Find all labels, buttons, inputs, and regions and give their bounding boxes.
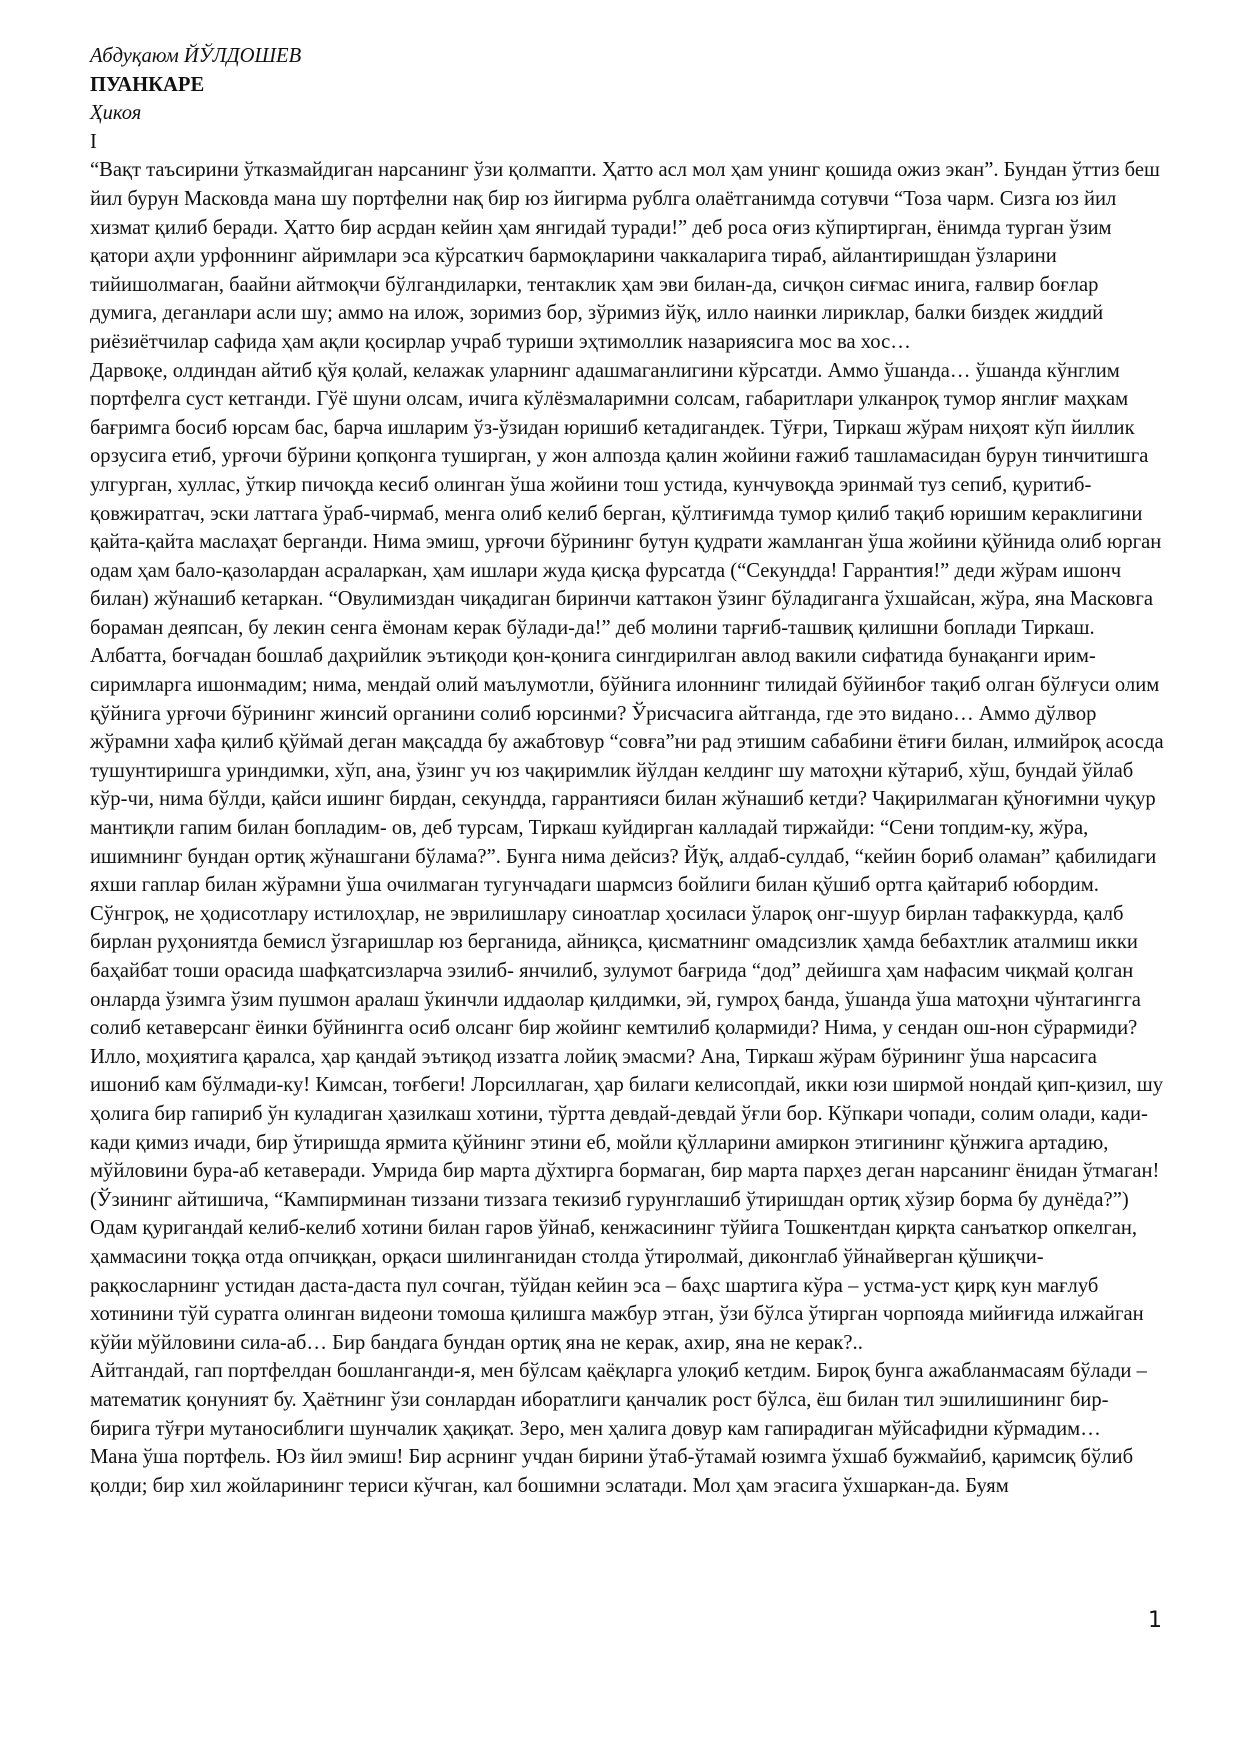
paragraph: “Вақт таъсирини ўтказмайдиган нарсанинг ўзи қолмапти. Ҳатто асл мол ҳам унинг қошида ожиз экан”. Бундан ўттиз беш йил бурун Масковда мана шу портфелни нақ бир юз йигирма рублга олаётганимда сотувчи “Тоза чарм. Сизга юз йил хизмат қилиб беради. Ҳатто бир асрдан кейин ҳам янгидай туради!” деб роса оғиз кўпиртирган, ёнимда турган ўзим қатори аҳли урфоннинг айримлари эса кўрсаткич бармоқларини чаккаларига тираб, айлантиришдан ўзларини тийишолмаган, баайни айтмоқчи бўлгандиларки, тентаклик ҳам эви билан-да, сичқон сиғмас инига, ғалвир боғлар думига, деганлари асли шу; аммо на илож, зоримиз бор, зўримиз йўқ, илло наинки лириклар, балки биздек жиддий риёзиётчилар сафида ҳам ақли қосирлар учраб туриши эҳтимоллик назариясига мос ва хос…: [90, 159, 1160, 353]
author-name: Абдуқаюм ЙЎЛДОШЕВ: [90, 45, 302, 67]
paragraph: Дарвоқе, олдиндан айтиб қўя қолай, келажак уларнинг адашмаганлигини кўрсатди. Аммо ўшанда… ўшанда кўнглим портфелга суст кетганди. Гўё шуни олсам, ичига кўлёзмаларимни солсам, габаритлари улканроқ тумор янглиғ маҳкам бағримга босиб юрсам бас, барча ишларим ўз-ўзидан юришиб кетадигандек. Тўғри, Тиркаш жўрам ниҳоят кўп йиллик орзусига етиб, урғочи бўрини қопқонга туширган, у жон алпозда қалин жойини ғажиб ташламасидан бурун тинчитишга улгурган, хуллас, ўткир пичоқда кесиб олинган ўша жойини тош устида, кунчувоқда эринмай туз сепиб, қуритиб- қовжиратгач, эски латтага ўраб-чирмаб, менга олиб келиб берган, қўлтиғимда тумор қилиб тақиб юришим кераклигини қайта-қайта маслаҳат берганди. Нима эмиш, урғочи бўрининг бутун қудрати жамланган ўша жойини қўйнида олиб юрган одам ҳам бало-қазолардан асраларкан, ҳам ишлари жуда қисқа фурсатда (“Секундда! Гаррантия!” деди жўрам ишонч билан) жўнашиб кетаркан. “Овулимиздан чиқадиган биринчи каттакон ўзинг бўладиганга ўхшайсан, жўра, яна Масковга бораман деяпсан, бу лекин сенга ёмонам керак бўлади-да!” деб молини тарғиб-ташвиқ қилишни боплади Тиркаш. Албатта, боғчадан бошлаб даҳрийлик эътиқоди қон-қонига сингдирилган авлод вакили сифатида бунақанги ирим-сиримларга ишонмадим; нима, мендай олий маълумотли, бўйнига илоннинг тилидай бўйинбоғ тақиб олган бўлғуси олим қўйнига урғочи бўрининг жинсий органини солиб юрсинми? Ўрисчасига айтганда, где это видано… Аммо дўлвор жўрамни хафа қилиб қўймай деган мақсадда бу ажабтовур “совға”ни рад этишим сабабини ётиғи билан, илмийроқ асосда тушунтиришга уриндимки, хўп, ана, ўзинг уч юз чақиримлик йўлдан келдинг шу матоҳни кўтариб, хўш, бундай ўйлаб кўр-чи, нима бўлди, қайси ишинг бирдан, секундда, гаррантияси билан жўнашиб кетди? Чақирилмаган қўноғимни чуқур мантиқли гапим билан бопладим- ов, деб турсам, Тиркаш куйдирган калладай тиржайди: “Сени топдим-ку, жўра, ишимнинг бундан ортиқ жўнашгани бўлама?”. Бунга нима дейсиз? Йўқ, алдаб-сулдаб, “кейин бориб оламан” қабилидаги яхши гаплар билан жўрамни ўша очилмаган тугунчадаги шармсиз бойлиги билан қўшиб ортга қайтариб юбордим.: [90, 359, 1164, 897]
paragraph: Сўнгроқ, не ҳодисотлару истилоҳлар, не эврилишлару синоатлар ҳосиласи ўлароқ онг-шуур бирлан тафаккурда, қалб бирлан руҳониятда бемисл ўзгаришлар юз берганида, айниқса, қисматнинг омадсизлик ҳамда бебахтлик аталмиш икки баҳайбат тоши орасида шафқатсизларча эзилиб- янчилиб, зулумот бағрида “дод” дейишга ҳам нафасим чиқмай қолган онларда ўзимга ўзим пушмон аралаш ўкинчли иддаолар қилдимки, эй, гумроҳ банда, ўшанда ўша матоҳни чўнтагингга солиб кетаверсанг ёинки бўйнингга осиб олсанг бир жойинг кемтилиб қолармиди? Нима, у сендан ош-нон сўрармиди? Илло, моҳиятига қаралса, ҳар қандай эътиқод иззатга лойиқ эмасми? Ана, Тиркаш жўрам бўрининг ўша нарсасига ишониб кам бўлмади-ку! Кимсан, тоғбеги! Лорсиллаган, ҳар билаги келисопдай, икки юзи ширмой нондай қип-қизил, шу ҳолига бир гапириб ўн куладиган ҳазилкаш хотини, тўртта девдай-девдай ўғли бор. Кўпкари чопади, солим олади, кади-кади қимиз ичади, бир ўтиришда ярмита қўйнинг этини еб, мойли қўлларини амиркон этигининг қўнжига артадию, мўйловини бура-аб кетаверади. Умрида бир марта дўхтирга бормаган, бир марта парҳез деган нарсанинг ёнидан ўтмаган! (Ўзининг айтишича, “Кампирминан тиззани тиззага текизиб гурунглашиб ўтиришдан ортиқ хўзир борма бу дунёда?”) Одам қуригандай келиб-келиб хотини билан гаров ўйнаб, кенжасининг тўйига Тошкентдан қирқта санъаткор опкелган, ҳаммасини тоққа отда опчиққан, орқаси шилинганидан столда ўтиролмай, диконглаб ўйнайверган қўшиқчи-рақкосларнинг устидан даста-даста пул сочган, тўйдан кейин эса – баҳс шартига кўра – устма-уст қирқ кун мағлуб хотинини тўй суратга олинган видеони томоша қилишга мажбур этган, ўзи бўлса ўтирган чорпояда мийиғида илжайган кўйи мўйловини сила-аб… Бир бандага бундан ортиқ яна не керак, ахир, яна не керак?..: [90, 902, 1163, 1354]
paragraph: Айтгандай, гап портфелдан бошланганди-я, мен бўлсам қаёқларга улоқиб кетдим. Бироқ бунга ажабланмасаям бўлади – математик қонуният бу. Ҳаётнинг ўзи сонлардан иборатлиги қанчалик рост бўлса, ёш билан тил эшилишининг бир-бирига тўғри мутаносиблиги шунчалик ҳақиқат. Зеро, мен ҳалига довур кам гапирадиган мўйсафидни кўрмадим…: [90, 1360, 1147, 1440]
story-title: ПУАНКАРЕ: [90, 73, 205, 96]
genre-label: Ҳикоя: [90, 102, 142, 125]
section-number: I: [90, 130, 97, 153]
document-body: [90, 42, 1165, 1500]
page-number: 1: [1148, 1608, 1162, 1633]
paragraph: Мана ўша портфель. Юз йил эмиш! Бир асрнинг учдан бирини ўтаб-ўтамай юзимга ўхшаб бужмайиб, қаримсиқ бўлиб қолди; бир хил жойларининг териси кўчган, кал бошимни эслатади. Мол ҳам эгасига ўхшаркан-да. Буям: [90, 1446, 1134, 1497]
